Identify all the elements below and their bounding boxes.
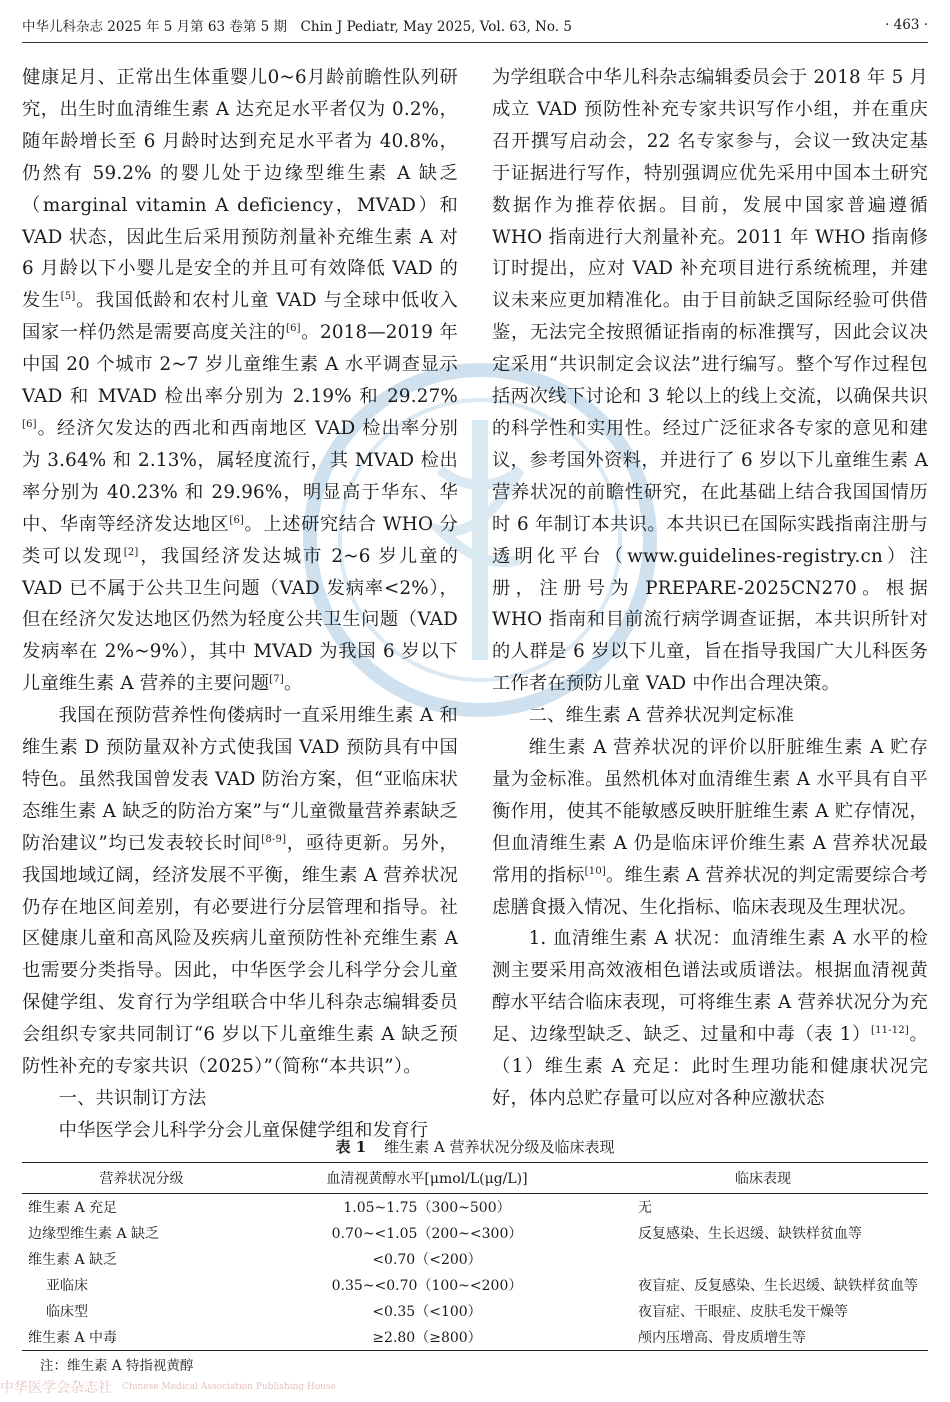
table-row xyxy=(22,1246,928,1272)
citation-ref: [6] xyxy=(286,323,301,335)
citation-ref: [10] xyxy=(584,865,606,877)
journal-citation: 中华儿科杂志 2025 年 5 月第 63 卷第 5 期 Chin J Pediatr, May 2025, Vol. 63, No. 5 xyxy=(22,19,572,35)
cell-level: ≥2.80（≥800） xyxy=(256,1324,598,1351)
publisher-name-en: Chinese Medical Association Publishing House xyxy=(122,1382,336,1392)
table-caption xyxy=(0,1136,950,1160)
table-row xyxy=(22,1298,928,1324)
paragraph: 我国在预防营养性佝偻病时一直采用维生素 A 和维生素 D 预防量双补方式使我国 VAD 预防具有中国特色。虽然我国曾发表 VAD 防治方案，但“亚临床状态维生素 A 缺乏的防治方案”与“儿童微量营养素缺乏防治建议”均已发表较长时间[8-9]，亟待更新。另外，我国地域辽阔，经济发展不平衡，维生素 A 营养状况仍存在地区间差别，有必要进行分层管理和指导。社区健康儿童和高风险及疾病儿童预防性补充维生素 A 也需要分类指导。因此，中华医学会儿科学分会儿童保健学组、发育行为学组联合中华儿科杂志编辑委员会组织专家共同制订“6 岁以下儿童维生素 A 缺乏预防性补充的专家共识（2025）”（简称“本共识”）。 xyxy=(22,705,458,1078)
cell-grade: 维生素 A 缺乏 xyxy=(28,1252,118,1268)
cell-grade: 维生素 A 充足 xyxy=(28,1200,118,1216)
table-label: 表 1 xyxy=(335,1138,367,1156)
header-level: 血清视黄醇水平[μmol/L(μg/L)] xyxy=(256,1163,598,1194)
page-number: · 463 · xyxy=(885,17,928,33)
cell-clinical: 无 xyxy=(638,1200,652,1216)
table-row xyxy=(22,1324,928,1351)
cell-clinical: 夜盲症、反复感染、生长迟缓、缺铁样贫血等 xyxy=(638,1278,918,1294)
table-header-row xyxy=(22,1163,928,1194)
cell-level: <0.70（<200） xyxy=(372,1252,482,1268)
body-columns xyxy=(22,62,929,1141)
cell-level: 1.05~1.75（300~500） xyxy=(343,1200,511,1216)
cell-clinical xyxy=(598,1246,928,1272)
citation-ref: [2] xyxy=(123,546,139,558)
vitamin-a-status-table xyxy=(22,1162,928,1351)
table-title: 维生素 A 营养状况分级及临床表现 xyxy=(384,1138,615,1156)
table-note: 注：维生素 A 特指视黄醇 xyxy=(40,1358,194,1374)
cell-level: 0.70~<1.05（200~<300） xyxy=(331,1226,523,1242)
paragraph: 为学组联合中华儿科杂志编辑委员会于 2018 年 5 月成立 VAD 预防性补充专家共识写作小组，并在重庆召开撰写启动会，22 名专家参与，会议一致决定基于证据进行写作，特别强调应优先采用中国本土研究数据作为推荐依据。目前，发展中国家普遍遵循 WHO 指南进行大剂量补充。2011 年 WHO 指南修订时提出，应对 VAD 补充项目进行系统梳理，并建议未来应更加精准化。由于目前缺乏国际经验可供借鉴，无法完全按照循证指南的标准撰写，因此会议决定采用“共识制定会议法”进行编写。整个写作过程包括两次线下讨论和 3 轮以上的线上交流，以确保共识的科学性和实用性。经过广泛征求各专家的意见和建议，参考国外资料，并进行了 6 岁以下儿童维生素 A 营养状况的前瞻性研究，在此基础上结合我国国情历时 6 年制订本共识。本共识已在国际实践指南注册与透明化平台（www.guidelines-registry.cn）注册，注册号为 PREPARE-2025CN270。根据 WHO 指南和目前流行病学调查证据，本共识所针对的人群是 6 岁以下儿童，旨在指导我国广大儿科医务工作者在预防儿童 VAD 中作出合理决策。 xyxy=(492,67,928,695)
paragraph: 1. 血清维生素 A 状况：血清维生素 A 水平的检测主要采用高效液相色谱法或质谱法。根据血清视黄醇水平结合临床表现，可将维生素 A 营养状况分为充足、边缘型缺乏、缺乏、过量和中毒（表 1）[11-12]。（1）维生素 A 充足：此时生理功能和健康状况完好，体内总贮存量可以应对各种应激状态 xyxy=(492,928,928,1109)
cell-grade: 临床型 xyxy=(46,1304,88,1320)
section-heading: 一、共识制订方法 xyxy=(58,1088,207,1109)
paragraph: 健康足月、正常出生体重婴儿0~6月龄前瞻性队列研究，出生时血清维生素 A 达充足水平者仅为 0.2%，随年龄增长至 6 月龄时达到充足水平者为 40.8%，仍然有 59.2% 的婴儿处于边缘型维生素 A 缺乏（marginal vitamin A deficiency，MVAD）和 VAD 状态，因此生后采用预防剂量补充维生素 A 对 6 月龄以下小婴儿是安全的并且可有效降低 VAD 的发生[5]。我国低龄和农村儿童 VAD 与全球中低收入国家一样仍然是需要高度关注的[6]。2018—2019 年中国 20 个城市 2~7 岁儿童维生素 A 水平调查显示 VAD 和 MVAD 检出率分别为 2.19% 和 29.27%[6]。经济欠发达的西北和西南地区 VAD 检出率分别为 3.64% 和 2.13%，属轻度流行，其 MVAD 检出率分别为 40.23% 和 29.96%，明显高于华东、华中、华南等经济发达地区[6]。上述研究结合 WHO 分类可以发现[2]，我国经济发达城市 2~6 岁儿童的 VAD 已不属于公共卫生问题（VAD 发病率<2%），但在经济欠发达地区仍然为轻度公共卫生问题（VAD 发病率在 2%~9%），其中 MVAD 为我国 6 岁以下儿童维生素 A 营养的主要问题[7]。 xyxy=(22,67,459,695)
cell-clinical: 夜盲症、干眼症、皮肤毛发干燥等 xyxy=(638,1304,848,1320)
publisher-name-cn: 中华医学会杂志社 xyxy=(0,1380,112,1396)
cell-clinical: 反复感染、生长迟缓、缺铁样贫血等 xyxy=(638,1226,862,1242)
section-heading: 二、维生素 A 营养状况判定标准 xyxy=(528,705,795,727)
table-row xyxy=(22,1272,928,1298)
publisher-watermark xyxy=(0,1372,420,1402)
citation-ref: [6] xyxy=(22,418,37,430)
running-header xyxy=(22,12,928,43)
table-row xyxy=(22,1194,928,1221)
header-clinical: 临床表现 xyxy=(598,1163,928,1194)
left-column xyxy=(22,62,459,1141)
citation-ref: [6] xyxy=(229,514,245,526)
citation-ref: [5] xyxy=(60,291,76,303)
citation-ref: [8-9] xyxy=(261,833,287,845)
cell-level: <0.35（<100） xyxy=(372,1304,482,1320)
header-grade: 营养状况分级 xyxy=(22,1163,256,1194)
citation-ref: [11-12] xyxy=(871,1025,910,1037)
cell-grade: 边缘型维生素 A 缺乏 xyxy=(28,1226,160,1242)
cell-clinical: 颅内压增高、骨皮质增生等 xyxy=(598,1324,928,1351)
paragraph: 维生素 A 营养状况的评价以肝脏维生素 A 贮存量为金标准。虽然机体对血清维生素 A 水平具有自平衡作用，使其不能敏感反映肝脏维生素 A 贮存情况，但血清维生素 A 仍是临床评价维生素 A 营养状况最常用的指标[10]。维生素 A 营养状况的判定需要综合考虑膳食摄入情况、生化指标、临床表现及生理状况。 xyxy=(492,737,929,918)
right-column xyxy=(492,62,928,1127)
cell-grade: 维生素 A 中毒 xyxy=(22,1324,256,1351)
cell-level: 0.35~<0.70（100~<200） xyxy=(331,1278,523,1294)
citation-ref: [7] xyxy=(269,674,284,686)
table-row xyxy=(22,1220,928,1246)
cell-grade: 亚临床 xyxy=(46,1278,88,1294)
paragraph: 中华医学会儿科学分会儿童保健学组和发育行 xyxy=(58,1119,429,1141)
